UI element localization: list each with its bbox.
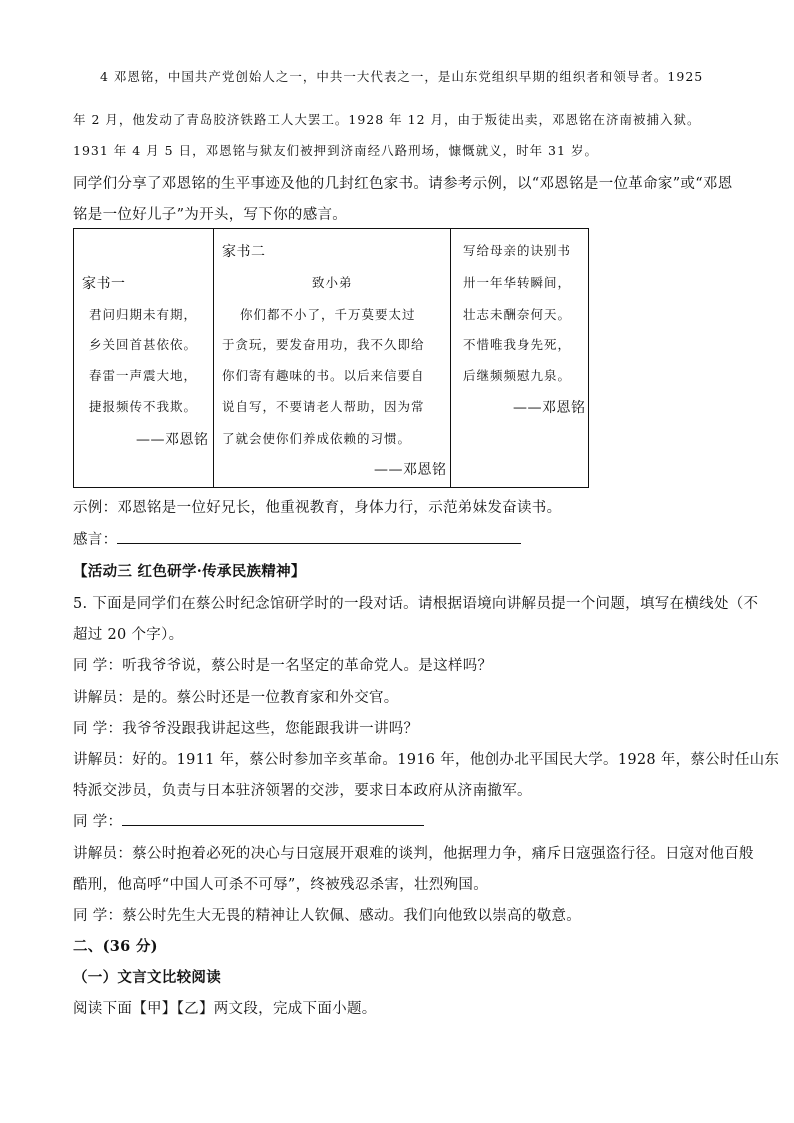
letters-table bbox=[73, 228, 589, 488]
dialogue-question-row bbox=[73, 810, 424, 831]
intro-line-3: 1931 年 4 月 5 日，邓恩铭与狱友们被押到济南经八路刑场，慷慨就义，时年 31 岁。 bbox=[73, 143, 598, 158]
section2-heading: 二、(36 分) bbox=[73, 938, 158, 955]
dialogue-line: 酷刑，他高呼“中国人可杀不可辱”，终被残忍杀害，壮烈殉国。 bbox=[73, 877, 489, 893]
dialogue-line: 同 学：我爷爷没跟我讲起这些，您能跟我讲一讲吗？ bbox=[73, 721, 419, 737]
letter-one-title: 家书一 bbox=[82, 276, 126, 292]
letter-two-line: 于贪玩，要发奋用功，我不久即给 bbox=[222, 337, 425, 352]
dialogue-line: 特派交涉员，负责与日本驻济领署的交涉，要求日本政府从济南撤军。 bbox=[73, 783, 532, 799]
letter-two-line: 了就会使你们养成依赖的习惯。 bbox=[222, 431, 412, 446]
letter-one-line: 乡关回首甚依依。 bbox=[89, 337, 198, 352]
dialogue-speaker: 同 学： bbox=[73, 814, 123, 830]
letter-two-signature: ——邓恩铭 bbox=[374, 462, 447, 478]
q5-line-2: 超过 20 个字）。 bbox=[73, 627, 184, 643]
feeling-answer-line[interactable] bbox=[117, 529, 521, 544]
dialogue-line: 讲解员：蔡公时抱着必死的决心与日寇展开艰难的谈判，他据理力争，痛斥日寇强盗行径。日寇对他百般 bbox=[73, 846, 754, 862]
dialogue-line: 同 学：听我爷爷说，蔡公时是一名坚定的革命党人。是这样吗？ bbox=[73, 658, 493, 674]
subsection1-heading: （一）文言文比较阅读 bbox=[73, 969, 221, 986]
letter-one-signature: ——邓恩铭 bbox=[136, 432, 209, 448]
reading-instruction: 阅读下面【甲】【乙】两文段，完成下面小题。 bbox=[73, 1001, 377, 1017]
letter-three-line: 卅一年华转瞬间， bbox=[463, 275, 572, 290]
example-text: 示例：邓恩铭是一位好兄长，他重视教育，身体力行，示范弟妹发奋读书。 bbox=[73, 500, 562, 516]
letter-three-line: 壮志未酬奈何天。 bbox=[463, 307, 572, 322]
letter-two-line: 你们寄有趣味的书。以后来信要自 bbox=[222, 368, 425, 383]
task-line-1: 同学们分享了邓恩铭的生平事迹及他的几封红色家书。请参考示例，以“邓恩铭是一位革命家”或“邓恩 bbox=[73, 176, 733, 192]
feeling-label: 感言： bbox=[73, 532, 118, 548]
activity3-heading: 【活动三 红色研学·传承民族精神】 bbox=[73, 563, 306, 580]
dialogue-line: 讲解员：是的。蔡公时还是一位教育家和外交官。 bbox=[73, 690, 399, 706]
dialogue-line: 同 学：蔡公时先生大无畏的精神让人钦佩、感动。我们向他致以崇高的敬意。 bbox=[73, 908, 582, 924]
letter-three-heading: 写给母亲的诀别书 bbox=[463, 243, 572, 258]
letter-three-cell bbox=[451, 229, 588, 487]
letter-one-line: 君问归期未有期， bbox=[89, 307, 198, 322]
letter-two-title: 家书二 bbox=[222, 244, 266, 260]
letter-one-line: 捷报频传不我欺。 bbox=[89, 399, 198, 414]
question-answer-line[interactable] bbox=[122, 811, 424, 826]
letter-three-signature: ——邓恩铭 bbox=[513, 400, 586, 416]
letter-one-line: 春雷一声震大地， bbox=[89, 368, 198, 383]
letter-two-line: 说自写，不要请老人帮助，因为常 bbox=[222, 399, 425, 414]
intro-line-1: 4 邓恩铭，中国共产党创始人之一，中共一大代表之一，是山东党组织早期的组织者和领导者。1925 bbox=[100, 69, 704, 84]
intro-line-2: 年 2 月，他发动了青岛胶济铁路工人大罢工。1928 年 12 月，由于叛徒出卖，邓恩铭在济南被捕入狱。 bbox=[73, 112, 701, 127]
letter-two-salutation: 致小弟 bbox=[312, 275, 353, 290]
letter-two-line: 你们都不小了，千万莫要太过 bbox=[240, 307, 416, 322]
dialogue-line: 讲解员：好的。1911 年，蔡公时参加辛亥革命。1916 年，他创办北平国民大学。1928 年，蔡公时任山东 bbox=[73, 752, 780, 768]
feeling-row bbox=[73, 528, 521, 549]
letter-three-line: 不惜唯我身先死， bbox=[463, 337, 572, 352]
letter-one-cell bbox=[74, 229, 214, 487]
letter-three-line: 后继频频慰九泉。 bbox=[463, 368, 572, 383]
q5-line-1: 5. 下面是同学们在蔡公时纪念馆研学时的一段对话。请根据语境向讲解员提一个问题，填写在横线处（不 bbox=[73, 596, 759, 612]
letter-two-cell bbox=[214, 229, 451, 487]
task-line-2: 铭是一位好儿子”为开头，写下你的感言。 bbox=[73, 207, 348, 223]
